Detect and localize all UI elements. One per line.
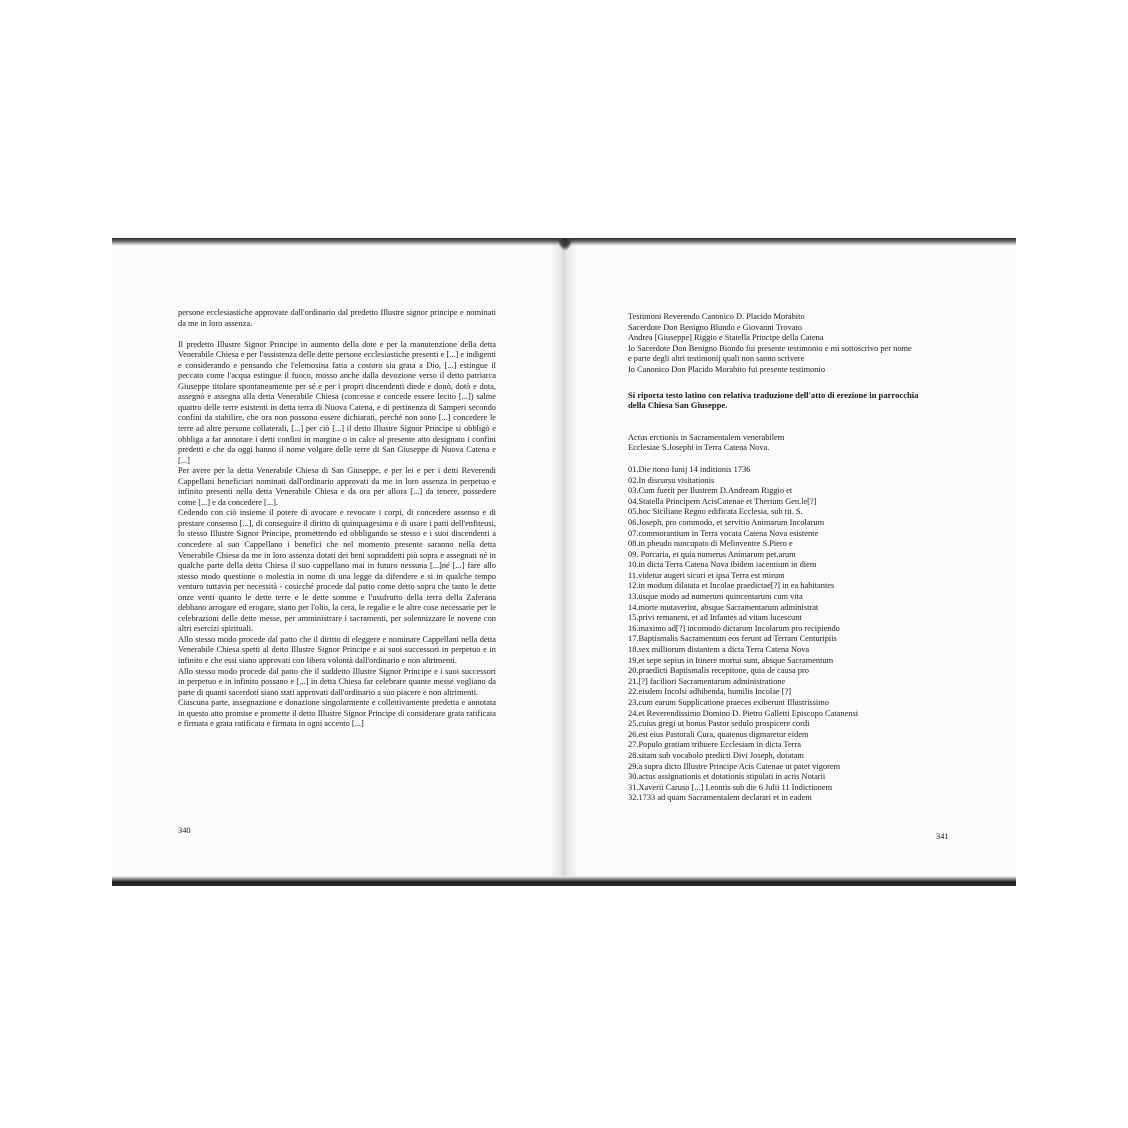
witness-line: Andrea [Giuseppe] Riggio e Statella Principe della Catena [628, 333, 824, 343]
latin-line: 30.actus assignationis et dotationis stipulati in actis Notarii [628, 772, 826, 782]
page-number-left: 340 [178, 826, 191, 835]
latin-line: 18.sex milliorum distantem a dicta Terra Catena Nova [628, 645, 810, 655]
witness-line: Io Canonico Don Placido Morabito fui presente testimonio [628, 364, 826, 374]
witness-line: Sacerdote Don Benigno Blundo e Giovanni Trovato [628, 322, 802, 332]
left-page-text [178, 308, 496, 730]
binding-shadow [558, 238, 572, 250]
section-heading [628, 390, 958, 411]
witness-line: e parte degli altri testimonij quali non sanno scrivere [628, 354, 805, 364]
paragraph: Allo stesso modo procede dal patto che il diritto di eleggere e nominare Cappellani nella detta Venerabile Chiesa spetti al detto Illustre Signor Principe e ai suoi successori in perpetuo e in infinito e che essi siano approvati con libera volontà dall'ordinario e non altrimenti. [178, 634, 496, 665]
latin-line: 31.Xaverii Caruso [...] Leontis sub die 6 Julii 11 Indictionem [628, 782, 833, 792]
page-number-right: 341 [936, 832, 949, 841]
latin-line: 11.videtur augeri sicuri et ipsa Terra est mirum [628, 570, 785, 580]
book-spread [112, 238, 1016, 886]
latin-line: 08.in pheudo nuncupato di Melinventre S.Piero e [628, 539, 793, 549]
latin-line: 10.in dicta Terra Catena Nova ibidem iacentium in diem [628, 560, 817, 570]
latin-line: 04.Statella Principem AcisCatenae et Therium Gen.le[?] [628, 496, 817, 506]
book-gutter [550, 238, 578, 886]
paragraph: Per avere per la detta Venerabile Chiesa di San Giuseppe, e per lei e per i detti Reverendi Cappellani beneficiari nominati dall'ordinario approvati da me in loro assenza in perpetuo e infinito presenti nella detta Venerabile Chiesa e da ora per allora [...] da tenere, possedere come [...] e da concedere [...]. [178, 466, 496, 507]
latin-line: 07.commorantium in Terra vocata Catena Nova esistente [628, 528, 819, 538]
right-page-text [628, 312, 958, 804]
latin-line: 17.Baptismalis Sacramentum eos ferunt ad Terram Centuripiis [628, 634, 837, 644]
paragraph: persone ecclesiastiche approvate dall'ordinario dal predetto Illustre signor principe e nominati da me in loro assenza. [178, 308, 496, 328]
latin-line: 22.eisdem Incolsi adhibenda, humilis Incolae [?] [628, 687, 792, 697]
paragraph: Allo stesso modo procede dal patto che il suddetto Illustre Signor Principe e i suoi successori in perpetuo e in infinito possano e [...] in detta Chiesa far celebrare quante messe vogliano da parte di quanti sacerdoti siano stati approvati dall'ordinario a suo piacere e non altrimenti. [178, 666, 496, 697]
latin-line: 06.Joseph, pro commodo, et servitio Animarum Incolarum [628, 517, 825, 527]
latin-line: 24.et Reverendissimo Domino D. Pietro Galletti Episcopo Catanensi [628, 708, 859, 718]
heading-line: della Chiesa San Giuseppe. [628, 400, 728, 411]
latin-line: 28.sitam sub vocabolo predicti Divi Joseph, dotatam [628, 750, 804, 760]
heading-line: Si riporta testo latino con relativa traduzione dell'atto di erezione in parrocchia [628, 389, 919, 400]
paragraph: Ciascuna parte, assegnazione e donazione singolarmente e collettivamente predetta e annotata in questo atto promise e promette il detto Illustre Signor Principe di considerare grata ratificata e firmata e grata ratificata e firmata in ogni accento [...] [178, 698, 496, 729]
latin-line: 20.praedicti Baptismalis recepitone, quia de causa pro [628, 666, 809, 676]
page-bottom-edge [112, 876, 1016, 886]
witness-list [628, 312, 958, 376]
latin-line: 27.Populo gratiam tribuere Ecclesiam in dicta Terra [628, 740, 801, 750]
latin-line: 14.morte mutaverint, absque Sacramentarum administrat [628, 602, 819, 612]
act-title-line: Ecclesiae S.Josephi in Terra Catena Nova. [628, 443, 770, 453]
latin-line: 26.est eius Pastorali Cura, quatenus digmaretur eidem [628, 729, 809, 739]
latin-line: 01.Die nono Iunij 14 inditionis 1736 [628, 464, 751, 474]
latin-line: 02.In discursu visitationis [628, 475, 715, 485]
latin-line: 12.in modum dilatata et Incolae praedictae[?] in ea habitantes [628, 581, 835, 591]
latin-line: 25.cuius gregi ut bonus Pastor sedulo prospicere cordi [628, 719, 810, 729]
latin-line: 16.maximo ad[?] incomodo dictarum Incolarum pro recipiendo [628, 623, 840, 633]
latin-line: 13.usque modo ad numerum quincentarum cum vita [628, 592, 803, 602]
latin-line: 32.1733 ad quam Sacramentalem declarari et in eadem [628, 793, 812, 803]
latin-text-lines [628, 465, 958, 804]
paragraph: Cedendo con ciò insieme il potere di avocare e revocare i corpi, di concedere assenso e di prestare consenso [...], di conseguire il diritto di quinquagesima e di usare i patti dell'enfiteusi, lo stesso Illustre Signor Principe, promettendo ed obbligando se stesso e i suoi discendenti a concedere al suo Cappellano i benefici che nel momento presente saranno nella detta Venerabile Chiesa da me in loro assenza dotati dei beni sopraddetti più sopra e assegnati né in qualche parte della detta Chiesa il suo cappellano mai in futuro nessuna [...]né [...] fare allo stesso modo questione o molestia in nome di una legge da difendere e si in qualche tempo venturo tuttavia per necessità - cosicché procede dal patto come detto sopra che tanto le dette onze venti quanto le dette terre e le dette somme e l'usufrutto della terra della Zaferana debbano arrogare ed erogare, siano per l'olio, la cera, le regalie e le altre cose necessarie per le celebrazioni delle dette messe, per amministrare i sacramenti, per solennizzare le novene con altri esercizi spirituali. [178, 508, 496, 634]
witness-line: Testimoni Reverendo Canonico D. Placido Morabito [628, 312, 805, 321]
act-title-line: Actus erctionis in Sacramentalem venerabilem [628, 432, 785, 442]
latin-line: 03.Cum fuerit per Ilustrem D.Andream Riggio et [628, 486, 793, 496]
latin-line: 05.hoc Siciliane Regno edificata Ecclesia, sub tit. S. [628, 507, 803, 517]
witness-line: Io Sacerdote Don Benigno Biondo fui presente testimonio e mi sottoscrivo per nome [628, 343, 912, 353]
latin-line: 29.a supra dicto Illustre Principe Acis Catenae ut patet vigorem [628, 761, 841, 771]
latin-line: 19.et sepe sepius in Itinere mortui sunt, absque Sacramentum [628, 655, 834, 665]
paragraph: Il predetto Illustre Signor Principe in aumento della dote e per la manutenzione della detta Venerabile Chiesa e per l'assistenza delle dette persone ecclesiastiche presenti e [...] e indigenti e considerando e pensando che l'elemosina fatta a costoro sia grata a Dio, [...] estingue il peccato come l'acqua estingue il fuoco, mosso anche dalla devozione verso il detto patriarca Giuseppe titolare spontaneamente per sé e per i propri discendenti diede e donò, dotò e dota, assegnò e assegna alla detta Venerabile Chiesa (concesse e concede essere lecito [...]) salme quattro delle terre esistenti in detta terra di Nuova Catena, e di pertinenza di Samperi secondo confini da stabilire, che ora non possono essere dichiarati, perché non sono [...] concedere le terre ad altre persone collaterali, [...] per ciò [...] il detto Illustre Signor Principe si obbligò e obbliga a far annotare i detti confini in margine o in calce al presente atto designato i confini predetti e che da oggi hanno il nome volgare delle terre di San Giuseppe di Nuova Catena e [...] [178, 339, 496, 465]
act-title [628, 433, 958, 454]
latin-line: 23.cum earum Supplicatione praeces exiberunt Illustrissimo [628, 698, 829, 707]
latin-line: 21.[?] faciliori Sacramentarum administratione [628, 676, 786, 686]
latin-line: 09. Porcaria, et quia numerus Animarum pet.arum [628, 549, 796, 559]
latin-line: 15.privi remanent, et ad Infantes ad vitam lucescunt [628, 613, 802, 623]
